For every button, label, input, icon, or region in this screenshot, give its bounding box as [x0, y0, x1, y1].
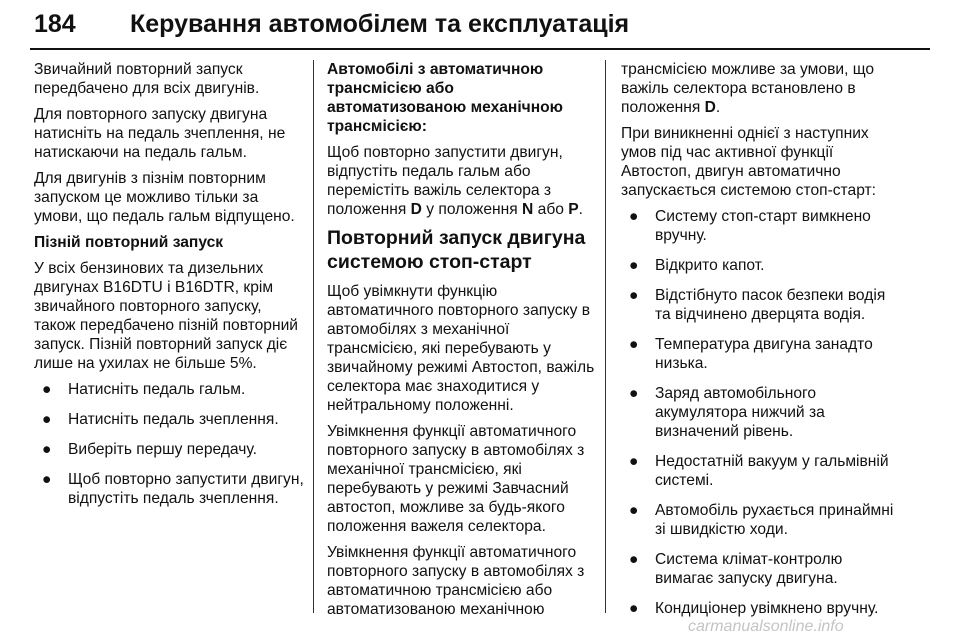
- list-item: ● Натисніть педаль гальм.: [42, 381, 246, 398]
- column-2: [327, 60, 597, 626]
- paragraph: Звичайний повторний запуск передбачено для всіх двигунів.: [34, 61, 260, 97]
- list-item: ● Заряд автомобільного акумулятора нижчий за визначений рівень.: [629, 385, 825, 440]
- list-item: ● Відстібнуто пасок безпеки водія та відчинено дверцята водія.: [629, 287, 886, 323]
- column-1: [34, 60, 304, 519]
- bullet-icon: ●: [629, 287, 639, 304]
- bullet-icon: ●: [42, 471, 52, 488]
- list-item: ● Натисніть педаль зчеплення.: [42, 411, 279, 428]
- page-title: Керування автомобілем та експлуатація: [130, 10, 630, 38]
- page-number: 184: [34, 10, 76, 38]
- list-item: ● Температура двигуна занадто низька.: [629, 336, 873, 372]
- bullet-list: [34, 380, 304, 508]
- paragraph: Увімкнення функції автоматичного повторного запуску в автомобілях з автоматичною трансмісією або автоматизованою механічною: [327, 544, 585, 618]
- bullet-list: [621, 207, 896, 618]
- column-divider-1: [313, 60, 314, 613]
- watermark: carmanualsonline.info: [688, 618, 844, 635]
- list-item: ● Виберіть першу передачу.: [42, 441, 257, 458]
- paragraph: трансмісією можливе за умови, що важіль селектора встановлено в положення D.: [621, 61, 875, 116]
- paragraph: У всіх бензинових та дизельних двигунах B16DTU і B16DTR, крім звичайного повторного запуску, також передбачено пізній повторний запуск. Пізній повторний запуск діє лише на ухилах не більше 5%.: [34, 260, 299, 372]
- bullet-icon: ●: [629, 257, 639, 274]
- list-item: ● Недостатній вакуум у гальмівній системі.: [629, 453, 889, 489]
- list-item: ● Відкрито капот.: [629, 257, 765, 274]
- header-divider: [30, 48, 930, 50]
- bullet-icon: ●: [629, 502, 639, 519]
- paragraph: Увімкнення функції автоматичного повторного запуску в автомобілях з механічної трансмісією, які перебувають у режимі Завчасний автостоп, можливе за будь-якого положення важеля селектора.: [327, 423, 585, 535]
- bullet-icon: ●: [629, 453, 639, 470]
- subheading-late-restart: Пізній повторний запуск: [34, 234, 224, 251]
- bullet-icon: ●: [629, 208, 639, 225]
- paragraph: Для повторного запуску двигуна натисніть на педаль зчеплення, не натискаючи на педаль гальм.: [34, 106, 286, 161]
- bullet-icon: ●: [629, 336, 639, 353]
- column-3: [621, 60, 896, 629]
- subheading-automatic: Автомобілі з автоматичною трансмісією або автоматизованою механічною трансмісією:: [327, 61, 563, 135]
- paragraph: При виникненні однієї з наступних умов під час активної функції Автостоп, двигун автоматично запускається системою стоп-старт:: [621, 125, 876, 199]
- bullet-icon: ●: [629, 600, 639, 617]
- list-item: ● Систему стоп-старт вимкнено вручну.: [629, 208, 871, 244]
- paragraph: Щоб повторно запустити двигун, відпустіть педаль гальм або перемістіть важіль селектора з положення D у положення N або P.: [327, 144, 584, 218]
- page-header: [30, 8, 930, 48]
- column-divider-2: [605, 60, 606, 613]
- list-item: ● Кондиціонер увімкнено вручну.: [629, 600, 879, 617]
- paragraph: Щоб увімкнути функцію автоматичного повторного запуску в автомобілях з механічної трансмісією, які перебувають у звичайному режимі Автостоп, важіль селектора має знаходитися у нейтральному положенні.: [327, 283, 595, 414]
- section-heading: Повторний запуск двигуна системою стоп-старт: [327, 227, 586, 273]
- bullet-icon: ●: [629, 551, 639, 568]
- bullet-icon: ●: [629, 385, 639, 402]
- bullet-icon: ●: [42, 381, 52, 398]
- list-item: ● Щоб повторно запустити двигун, відпустіть педаль зчеплення.: [42, 471, 304, 507]
- bullet-icon: ●: [42, 441, 52, 458]
- list-item: ● Автомобіль рухається принаймні зі швидкістю ходи.: [629, 502, 894, 538]
- list-item: ● Система клімат-контролю вимагає запуску двигуна.: [629, 551, 843, 587]
- bullet-icon: ●: [42, 411, 52, 428]
- paragraph: Для двигунів з пізнім повторним запуском це можливо тільки за умови, що педаль гальм відпущено.: [34, 170, 295, 225]
